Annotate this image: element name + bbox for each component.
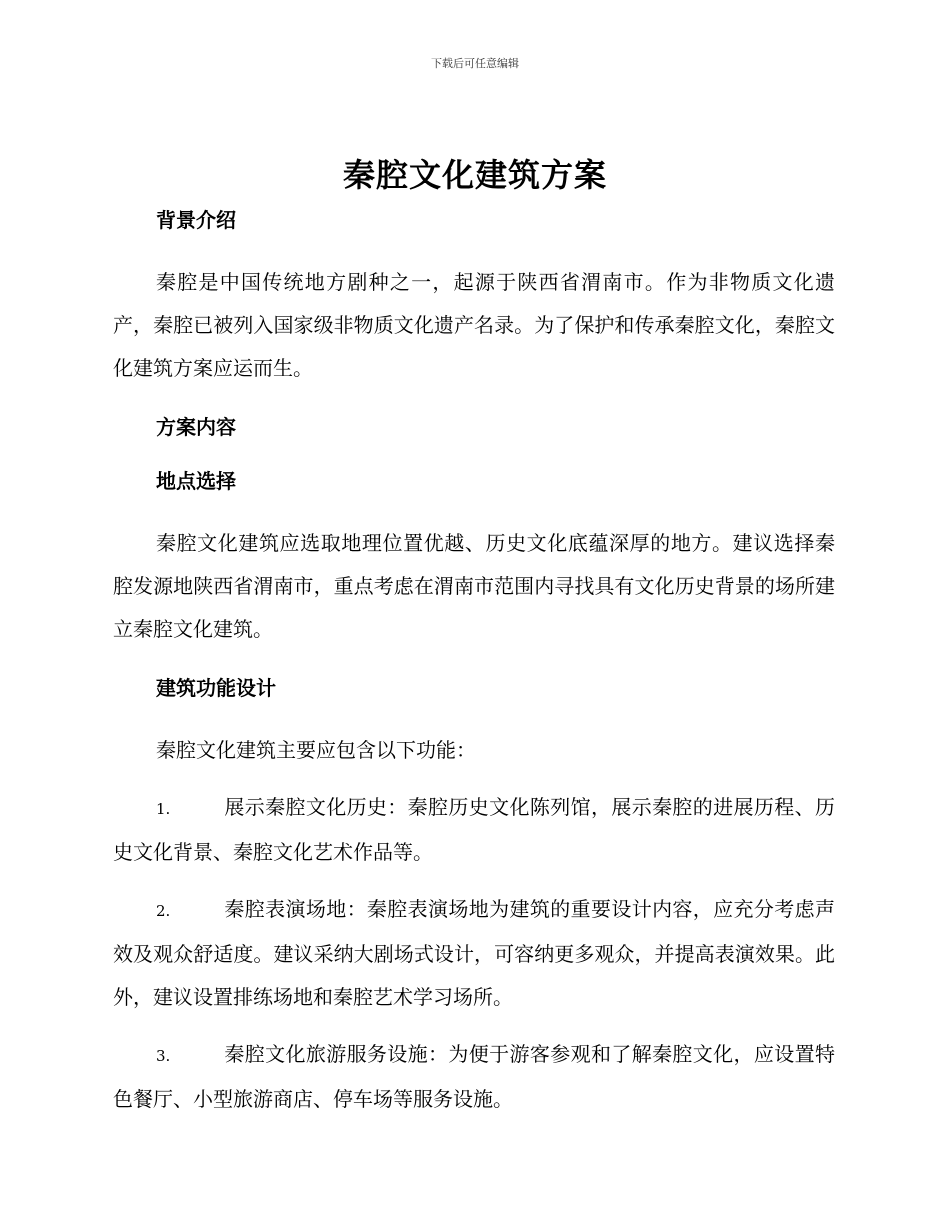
- background-paragraph: 秦腔是中国传统地方剧种之一，起源于陕西省渭南市。作为非物质文化遗产，秦腔已被列入国家级非物质文化遗产名录。为了保护和传承秦腔文化，秦腔文化建筑方案应运而生。: [113, 270, 835, 380]
- section-heading-plan: 方案内容: [156, 415, 236, 439]
- document-title: 秦腔文化建筑方案: [342, 156, 607, 194]
- section-heading-location: 地点选择: [156, 469, 236, 493]
- page-header-note: 下载后可任意编辑: [431, 57, 519, 70]
- list-item-text: 秦腔文化旅游服务设施：为便于游客参观和了解秦腔文化，应设置特色餐厅、小型旅游商店、停车场等服务设施。: [113, 1042, 835, 1111]
- list-item: [113, 786, 835, 874]
- list-item-number: 1.: [156, 800, 171, 818]
- list-item: [113, 888, 835, 1019]
- list-item-number: 2.: [156, 902, 171, 920]
- document-body: [113, 203, 835, 1121]
- list-item-text: 展示秦腔文化历史：秦腔历史文化陈列馆，展示秦腔的进展历程、历史文化背景、秦腔文化艺术作品等。: [113, 795, 835, 864]
- list-item: [113, 1033, 835, 1121]
- section-heading-background: 背景介绍: [156, 208, 236, 232]
- list-item-number: 3.: [156, 1047, 171, 1065]
- section-heading-function: 建筑功能设计: [156, 676, 276, 700]
- list-item-text: 秦腔表演场地：秦腔表演场地为建筑的重要设计内容，应充分考虑声效及观众舒适度。建议采纳大剧场式设计，可容纳更多观众，并提高表演效果。此外，建议设置排练场地和秦腔艺术学习场所。: [113, 897, 835, 1009]
- location-paragraph: 秦腔文化建筑应选取地理位置优越、历史文化底蕴深厚的地方。建议选择秦腔发源地陕西省渭南市，重点考虑在渭南市范围内寻找具有文化历史背景的场所建立秦腔文化建筑。: [113, 531, 835, 641]
- function-intro-paragraph: 秦腔文化建筑主要应包含以下功能：: [156, 738, 476, 762]
